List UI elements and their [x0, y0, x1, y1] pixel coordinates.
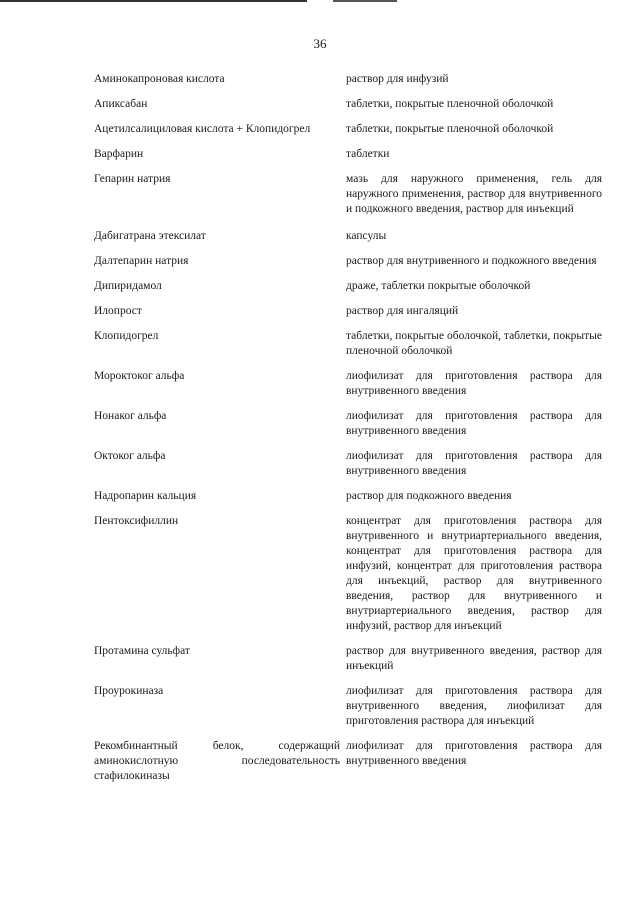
dosage-form: раствор для подкожного введения: [346, 490, 512, 502]
drug-row: [94, 489, 602, 504]
dosage-form: таблетки, покрытые пленочной оболочкой: [346, 98, 554, 110]
dosage-form: лиофилизат для приготовления раствора для внутривенного введения: [346, 370, 602, 397]
drug-name: Варфарин: [94, 148, 144, 160]
dosage-form: лиофилизат для приготовления раствора для внутривенного введения, лиофилизат для приготовления раствора для инъекций: [346, 685, 602, 727]
drug-row: [94, 72, 602, 87]
drug-name: Аминокапроновая кислота: [94, 73, 225, 85]
drug-row: [94, 449, 602, 479]
drug-name: Проурокиназа: [94, 685, 164, 697]
drug-name: Дабигатрана этексилат: [94, 230, 206, 242]
drug-name: Илопрост: [94, 305, 142, 317]
drug-row: [94, 172, 602, 217]
dosage-form: таблетки, покрытые оболочкой, таблетки, покрытые пленочной оболочкой: [346, 330, 602, 357]
drug-row: [94, 147, 602, 162]
drug-name: Рекомбинантный белок, содержащий аминокислотную последовательность стафилокиназы: [94, 740, 340, 782]
drug-name: Далтепарин натрия: [94, 255, 189, 267]
dosage-form: лиофилизат для приготовления раствора для внутривенного введения: [346, 740, 602, 767]
drug-name: Мороктоког альфа: [94, 370, 185, 382]
page-number: 36: [313, 36, 327, 51]
dosage-form: раствор для внутривенного и подкожного введения: [346, 255, 597, 267]
drug-row: [94, 97, 602, 112]
drug-row: [94, 739, 602, 784]
drug-row: [94, 514, 602, 634]
drug-name: Надропарин кальция: [94, 490, 197, 502]
drug-row: [94, 122, 602, 137]
drug-list: [94, 72, 602, 784]
drug-name: Нонаког альфа: [94, 410, 167, 422]
drug-row: [94, 304, 602, 319]
drug-row: [94, 279, 602, 294]
dosage-form: драже, таблетки покрытые оболочкой: [346, 280, 531, 292]
drug-name: Гепарин натрия: [94, 173, 171, 185]
dosage-form: раствор для ингаляций: [346, 305, 459, 317]
drug-name: Дипиридамол: [94, 280, 162, 292]
drug-row: [94, 409, 602, 439]
dosage-form: таблетки, покрытые пленочной оболочкой: [346, 123, 554, 135]
drug-name: Октоког альфа: [94, 450, 166, 462]
drug-name: Пентоксифиллин: [94, 515, 179, 527]
drug-row: [94, 369, 602, 399]
dosage-form: раствор для внутривенного введения, раствор для инъекций: [346, 645, 602, 672]
scan-edge-line: [0, 0, 640, 2]
dosage-form: таблетки: [346, 148, 390, 160]
drug-row: [94, 229, 602, 244]
dosage-form: капсулы: [346, 230, 387, 242]
drug-name: Клопидогрел: [94, 330, 159, 342]
dosage-form: раствор для инфузий: [346, 73, 449, 85]
dosage-form: лиофилизат для приготовления раствора для внутривенного введения: [346, 450, 602, 477]
dosage-form: концентрат для приготовления раствора для внутривенного и внутриартериального введения, концентрат для приготовления раствора для инфузий, концентрат для приготовления раствора для инъекций, раствор для внутривенного введения, раствор для внутривенного и внутриартериального введения, раствор для инфузий, раствор для инъекций: [346, 515, 602, 632]
dosage-form: лиофилизат для приготовления раствора для внутривенного введения: [346, 410, 602, 437]
drug-name: Протамина сульфат: [94, 645, 190, 657]
dosage-form: мазь для наружного применения, гель для наружного применения, раствор для внутривенного и подкожного введения, раствор для инъекций: [346, 173, 602, 215]
drug-row: [94, 644, 602, 674]
drug-row: [94, 254, 602, 269]
drug-row: [94, 684, 602, 729]
drug-name: Апиксабан: [94, 98, 148, 110]
drug-name: Ацетилсалициловая кислота + Клопидогрел: [94, 123, 311, 135]
drug-row: [94, 329, 602, 359]
